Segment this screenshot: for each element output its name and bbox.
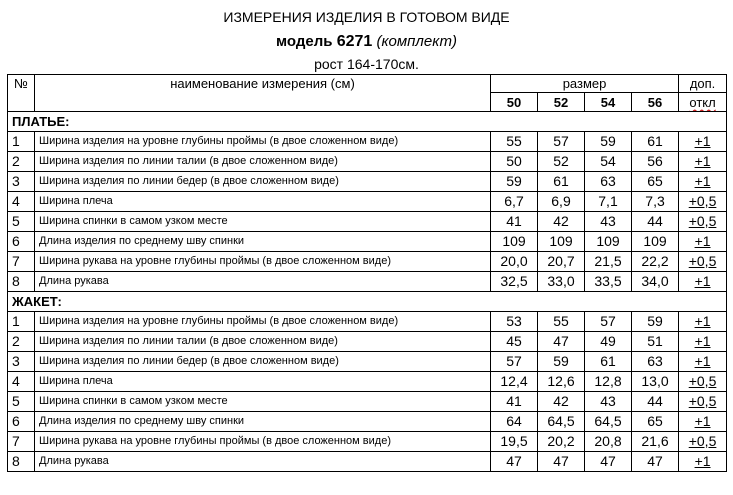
measurement-value: 12,8 [585,372,632,392]
measurement-name: Длина рукава [35,452,491,472]
measurement-value: 7,3 [632,192,679,212]
measurement-value: 34,0 [632,272,679,292]
document-title: ИЗМЕРЕНИЯ ИЗДЕЛИЯ В ГОТОВОМ ВИДЕ [223,9,510,25]
tolerance-value: +0,5 [688,433,717,449]
measurement-value: 19,5 [491,432,538,452]
size-54: 54 [585,93,632,112]
measurement-value: 59 [585,132,632,152]
table-row [8,312,727,332]
tolerance-cell [679,312,727,332]
model-suffix: (комплект) [376,33,457,50]
measurement-value: 59 [632,312,679,332]
tolerance-cell [679,412,727,432]
section-header-row [8,112,727,132]
measurement-value: 50 [491,152,538,172]
measurement-name: Длина изделия по среднему шву спинки [35,232,491,252]
measurement-value: 61 [585,352,632,372]
row-number: 1 [8,312,35,332]
measurement-name: Ширина плеча [35,192,491,212]
header-num: № [8,75,35,112]
measurement-value: 57 [585,312,632,332]
measurement-value: 33,0 [538,272,585,292]
measurement-value: 44 [632,392,679,412]
measurement-value: 43 [585,212,632,232]
tolerance-cell [679,392,727,412]
tolerance-cell [679,372,727,392]
measurement-value: 20,2 [538,432,585,452]
table-row [8,352,727,372]
table-row [8,172,727,192]
model-line [0,33,733,51]
row-number: 6 [8,412,35,432]
measurement-value: 33,5 [585,272,632,292]
measurement-value: 61 [632,132,679,152]
measurements-table [7,74,727,472]
height-line: рост 164-170см. [314,56,419,72]
tolerance-value: +1 [694,133,711,149]
row-number: 5 [8,392,35,412]
model-prefix: модель [276,33,333,50]
tolerance-cell [679,212,727,232]
header-row [8,75,727,93]
table-row [8,232,727,252]
measurement-name: Ширина рукава на уровне глубины проймы (в двое сложенном виде) [35,252,491,272]
row-number: 8 [8,272,35,292]
table-row [8,452,727,472]
table-row [8,432,727,452]
measurement-value: 53 [491,312,538,332]
table-row [8,392,727,412]
measurement-value: 65 [632,172,679,192]
header-name: наименование измерения (см) [35,75,491,112]
measurement-name: Ширина спинки в самом узком месте [35,392,491,412]
model-number: 6271 [336,33,373,50]
measurement-value: 109 [538,232,585,252]
measurement-value: 64,5 [538,412,585,432]
tolerance-value: +0,5 [688,253,717,269]
measurement-value: 57 [491,352,538,372]
table-row [8,132,727,152]
measurement-value: 41 [491,392,538,412]
measurement-value: 22,2 [632,252,679,272]
measurement-value: 59 [491,172,538,192]
measurement-name: Ширина рукава на уровне глубины проймы (в двое сложенном виде) [35,432,491,452]
tolerance-value: +0,5 [688,193,717,209]
measurement-value: 54 [585,152,632,172]
measurement-value: 43 [585,392,632,412]
measurement-value: 44 [632,212,679,232]
header-tol-2-text: откл [689,94,716,110]
measurement-value: 20,0 [491,252,538,272]
row-number: 1 [8,132,35,152]
tolerance-value: +1 [694,333,711,349]
tolerance-value: +1 [694,153,711,169]
measurement-value: 41 [491,212,538,232]
measurement-value: 42 [538,392,585,412]
table-row [8,372,727,392]
row-number: 2 [8,152,35,172]
measurement-name: Длина изделия по среднему шву спинки [35,412,491,432]
measurement-value: 47 [491,452,538,472]
row-number: 7 [8,252,35,272]
measurement-value: 7,1 [585,192,632,212]
header-tol-1: доп. [679,75,727,93]
measurement-name: Ширина изделия на уровне глубины проймы (в двое сложенном виде) [35,132,491,152]
measurement-value: 6,9 [538,192,585,212]
measurement-value: 47 [538,332,585,352]
measurement-name: Ширина изделия по линии бедер (в двое сложенном виде) [35,172,491,192]
tolerance-cell [679,132,727,152]
measurement-value: 64,5 [585,412,632,432]
measurement-value: 32,5 [491,272,538,292]
measurement-value: 12,6 [538,372,585,392]
tolerance-value: +0,5 [688,373,717,389]
measurement-name: Ширина изделия по линии талии (в двое сложенном виде) [35,152,491,172]
tolerance-value: +1 [694,413,711,429]
tolerance-value: +1 [694,313,711,329]
measurement-value: 64 [491,412,538,432]
row-number: 7 [8,432,35,452]
measurement-value: 42 [538,212,585,232]
size-52: 52 [538,93,585,112]
measurement-value: 63 [585,172,632,192]
row-number: 3 [8,172,35,192]
measurement-value: 65 [632,412,679,432]
tolerance-value: +1 [694,453,711,469]
measurement-value: 61 [538,172,585,192]
row-number: 8 [8,452,35,472]
size-50: 50 [491,93,538,112]
measurement-name: Ширина изделия по линии талии (в двое сложенном виде) [35,332,491,352]
tolerance-value: +1 [694,173,711,189]
row-number: 5 [8,212,35,232]
measurement-name: Ширина спинки в самом узком месте [35,212,491,232]
tolerance-cell [679,252,727,272]
row-number: 2 [8,332,35,352]
measurement-value: 47 [585,452,632,472]
measurement-value: 51 [632,332,679,352]
measurement-value: 13,0 [632,372,679,392]
tolerance-cell [679,432,727,452]
measurement-value: 6,7 [491,192,538,212]
table-row [8,152,727,172]
measurement-value: 47 [632,452,679,472]
measurement-value: 45 [491,332,538,352]
measurement-name: Длина рукава [35,272,491,292]
tolerance-cell [679,172,727,192]
measurement-value: 109 [585,232,632,252]
tolerance-cell [679,452,727,472]
section-title: ПЛАТЬЕ: [8,112,727,132]
table-row [8,252,727,272]
row-number: 4 [8,372,35,392]
header-size: размер [491,75,679,93]
tolerance-cell [679,152,727,172]
measurement-value: 20,8 [585,432,632,452]
row-number: 3 [8,352,35,372]
section-title: ЖАКЕТ: [8,292,727,312]
measurement-name: Ширина изделия на уровне глубины проймы (в двое сложенном виде) [35,312,491,332]
header-tol-2 [679,93,727,112]
measurement-value: 57 [538,132,585,152]
tolerance-value: +0,5 [688,393,717,409]
tolerance-value: +1 [694,353,711,369]
tolerance-value: +1 [694,273,711,289]
measurement-name: Ширина изделия по линии бедер (в двое сложенном виде) [35,352,491,372]
measurement-value: 109 [632,232,679,252]
table-row [8,192,727,212]
measurement-value: 63 [632,352,679,372]
measurement-value: 109 [491,232,538,252]
measurement-name: Ширина плеча [35,372,491,392]
measurement-value: 52 [538,152,585,172]
measurement-value: 59 [538,352,585,372]
tolerance-value: +1 [694,233,711,249]
measurement-value: 12,4 [491,372,538,392]
row-number: 4 [8,192,35,212]
row-number: 6 [8,232,35,252]
table-row [8,412,727,432]
tolerance-cell [679,232,727,252]
measurement-value: 55 [491,132,538,152]
measurement-value: 21,6 [632,432,679,452]
measurement-value: 56 [632,152,679,172]
table-row [8,212,727,232]
measurement-value: 21,5 [585,252,632,272]
section-header-row [8,292,727,312]
table-row [8,272,727,292]
tolerance-cell [679,272,727,292]
measurement-value: 55 [538,312,585,332]
tolerance-cell [679,352,727,372]
measurement-value: 20,7 [538,252,585,272]
measurement-value: 47 [538,452,585,472]
tolerance-cell [679,332,727,352]
tolerance-value: +0,5 [688,213,717,229]
measurement-value: 49 [585,332,632,352]
size-56: 56 [632,93,679,112]
tolerance-cell [679,192,727,212]
table-row [8,332,727,352]
